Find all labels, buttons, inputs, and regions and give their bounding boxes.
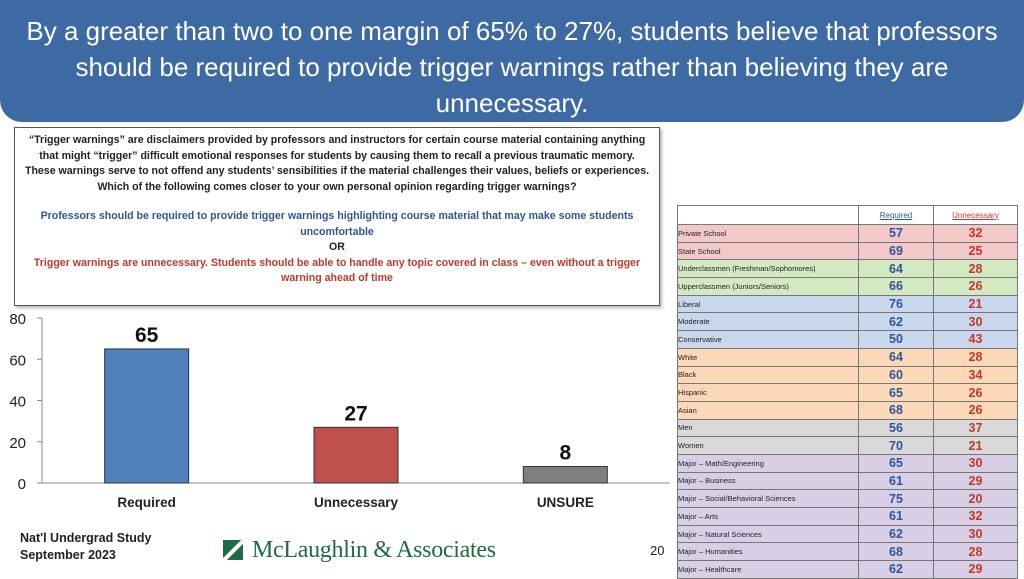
option-required-text: Professors should be required to provide trigger warnings highlighting course material that may make some students uncomfortable bbox=[40, 210, 634, 238]
crosstab-row bbox=[678, 490, 1018, 508]
crosstab-row-unnecessary: 26 bbox=[934, 278, 1018, 296]
crosstab-header-row bbox=[678, 206, 1018, 225]
crosstab-row-unnecessary: 21 bbox=[934, 295, 1018, 313]
crosstab-row-required: 65 bbox=[859, 454, 934, 472]
crosstab-row-required: 75 bbox=[859, 490, 934, 508]
crosstab-header-required: Required bbox=[859, 206, 934, 225]
option-or-text: OR bbox=[329, 241, 345, 253]
crosstab-row-label: Major – Arts bbox=[678, 508, 859, 526]
crosstab-header-label bbox=[678, 206, 859, 225]
crosstab-row-unnecessary: 30 bbox=[934, 313, 1018, 331]
question-text: “Trigger warnings” are disclaimers provided by professors and instructors for certain course material containing anything that might “trigger” difficult emotional responses for students by causing them to recall a previous traumatic memory. These warnings serve to not offend any students’ sensibilities if the material challenges their values, beliefs or experiences. Which of the following comes closer to your own personal opinion regarding trigger warnings? bbox=[24, 134, 650, 193]
crosstab-row-label: Asian bbox=[678, 401, 859, 419]
crosstab-header-unnecessary: Unnecessary bbox=[934, 206, 1018, 225]
crosstab-row-required: 69 bbox=[859, 242, 934, 260]
crosstab-row bbox=[678, 313, 1018, 331]
crosstab-row-required: 70 bbox=[859, 437, 934, 455]
crosstab-row-unnecessary: 25 bbox=[934, 242, 1018, 260]
bar-chart bbox=[0, 308, 672, 518]
crosstab-row-unnecessary: 37 bbox=[934, 419, 1018, 437]
crosstab-row-unnecessary: 34 bbox=[934, 366, 1018, 384]
crosstab-row-unnecessary: 30 bbox=[934, 525, 1018, 543]
bar-required bbox=[105, 349, 189, 483]
crosstab-row-unnecessary: 20 bbox=[934, 490, 1018, 508]
study-date: September 2023 bbox=[20, 548, 116, 562]
crosstab-row bbox=[678, 401, 1018, 419]
crosstab-row bbox=[678, 472, 1018, 490]
crosstab-row-unnecessary: 29 bbox=[934, 561, 1018, 579]
study-info bbox=[20, 530, 151, 564]
crosstab-row-required: 56 bbox=[859, 419, 934, 437]
crosstab-row bbox=[678, 242, 1018, 260]
crosstab-row-label: Women bbox=[678, 437, 859, 455]
crosstab-row-required: 57 bbox=[859, 225, 934, 243]
crosstab-row-label: Private School bbox=[678, 225, 859, 243]
logo-mark-icon bbox=[223, 540, 243, 560]
bar-value-label: 27 bbox=[344, 402, 368, 426]
crosstab-row-unnecessary: 32 bbox=[934, 225, 1018, 243]
crosstab-row-label: Liberal bbox=[678, 295, 859, 313]
crosstab-row bbox=[678, 419, 1018, 437]
x-category-label: Unnecessary bbox=[313, 495, 399, 510]
crosstab-row-unnecessary: 26 bbox=[934, 384, 1018, 402]
crosstab-row bbox=[678, 508, 1018, 526]
crosstab-row bbox=[678, 295, 1018, 313]
option-unnecessary-text: Trigger warnings are unnecessary. Students should be able to handle any topic covered in class – even without a trigger warning ahead of time bbox=[33, 256, 641, 284]
crosstab-row-label: Major – Math/Engineering bbox=[678, 454, 859, 472]
crosstab-row bbox=[678, 278, 1018, 296]
crosstab-row bbox=[678, 525, 1018, 543]
crosstab-row-unnecessary: 28 bbox=[934, 260, 1018, 278]
crosstab-row-unnecessary: 30 bbox=[934, 454, 1018, 472]
page-number: 20 bbox=[650, 543, 665, 558]
crosstab-row-label: Men bbox=[678, 419, 859, 437]
y-tick-label: 60 bbox=[9, 352, 26, 370]
slide-title: By a greater than two to one margin of 65% to 27%, students believe that professors should be required to provide trigger warnings rather than believing they are unnecessary. bbox=[0, 0, 1024, 122]
crosstab-row-label: Underclassmen (Freshman/Sophomores) bbox=[678, 260, 859, 278]
question-box bbox=[14, 127, 660, 306]
y-tick-label: 0 bbox=[17, 476, 26, 493]
crosstab-row-label: Major – Natural Sciences bbox=[678, 525, 859, 543]
y-tick-label: 80 bbox=[9, 311, 26, 328]
crosstab-row-required: 62 bbox=[859, 313, 934, 331]
crosstab-row bbox=[678, 437, 1018, 455]
bar-value-label: 8 bbox=[559, 441, 572, 465]
crosstab-row-required: 76 bbox=[859, 295, 934, 313]
crosstab-row-unnecessary: 28 bbox=[934, 348, 1018, 366]
crosstab-row-label: Conservative bbox=[678, 331, 859, 349]
bar-unsure bbox=[523, 467, 607, 484]
study-name: Nat'l Undergrad Study bbox=[20, 531, 152, 545]
crosstab-row-label: Major – Business bbox=[678, 472, 859, 490]
crosstab-row bbox=[678, 225, 1018, 243]
crosstab-row-unnecessary: 43 bbox=[934, 331, 1018, 349]
crosstab-row-unnecessary: 28 bbox=[934, 543, 1018, 561]
crosstab-row-required: 66 bbox=[859, 278, 934, 296]
crosstab-row-required: 64 bbox=[859, 260, 934, 278]
crosstab-row-unnecessary: 21 bbox=[934, 437, 1018, 455]
crosstab-row bbox=[678, 366, 1018, 384]
crosstab-row-label: White bbox=[678, 348, 859, 366]
crosstab-row-required: 61 bbox=[859, 472, 934, 490]
crosstab-row-required: 65 bbox=[859, 384, 934, 402]
crosstab-row-unnecessary: 29 bbox=[934, 472, 1018, 490]
crosstab-row-label: Moderate bbox=[678, 313, 859, 331]
bar-value-label: 65 bbox=[134, 323, 159, 347]
crosstab-row-required: 60 bbox=[859, 366, 934, 384]
crosstab-row-required: 61 bbox=[859, 508, 934, 526]
crosstab-row-required: 62 bbox=[859, 525, 934, 543]
crosstab-row-label: Black bbox=[678, 366, 859, 384]
crosstab-row-label: State School bbox=[678, 242, 859, 260]
crosstab-row-unnecessary: 32 bbox=[934, 508, 1018, 526]
y-tick-label: 40 bbox=[9, 393, 26, 411]
crosstab-row bbox=[678, 348, 1018, 366]
crosstab-row bbox=[678, 454, 1018, 472]
crosstab-row-label: Major – Healthcare bbox=[678, 561, 859, 579]
crosstab-row-required: 62 bbox=[859, 561, 934, 579]
crosstab-row-required: 68 bbox=[859, 401, 934, 419]
x-category-label: UNSURE bbox=[536, 495, 594, 510]
bar-unnecessary bbox=[314, 427, 398, 483]
crosstab-row bbox=[678, 384, 1018, 402]
crosstab-row bbox=[678, 260, 1018, 278]
crosstab-table bbox=[677, 205, 1018, 579]
crosstab-row-required: 64 bbox=[859, 348, 934, 366]
x-category-label: Required bbox=[117, 495, 176, 510]
crosstab-row-label: Major – Humanities bbox=[678, 543, 859, 561]
crosstab-row bbox=[678, 331, 1018, 349]
bar-chart-svg bbox=[0, 308, 672, 518]
crosstab-row-label: Major – Social/Behavioral Sciences bbox=[678, 490, 859, 508]
crosstab-row-label: Upperclassmen (Juniors/Seniors) bbox=[678, 278, 859, 296]
crosstab-row-required: 50 bbox=[859, 331, 934, 349]
crosstab-row-unnecessary: 26 bbox=[934, 401, 1018, 419]
y-tick-label: 20 bbox=[9, 434, 26, 452]
crosstab-row-required: 68 bbox=[859, 543, 934, 561]
logo-text: McLaughlin & Associates bbox=[252, 536, 496, 563]
crosstab-row bbox=[678, 543, 1018, 561]
crosstab-row-label: Hispanic bbox=[678, 384, 859, 402]
company-logo bbox=[223, 536, 496, 564]
